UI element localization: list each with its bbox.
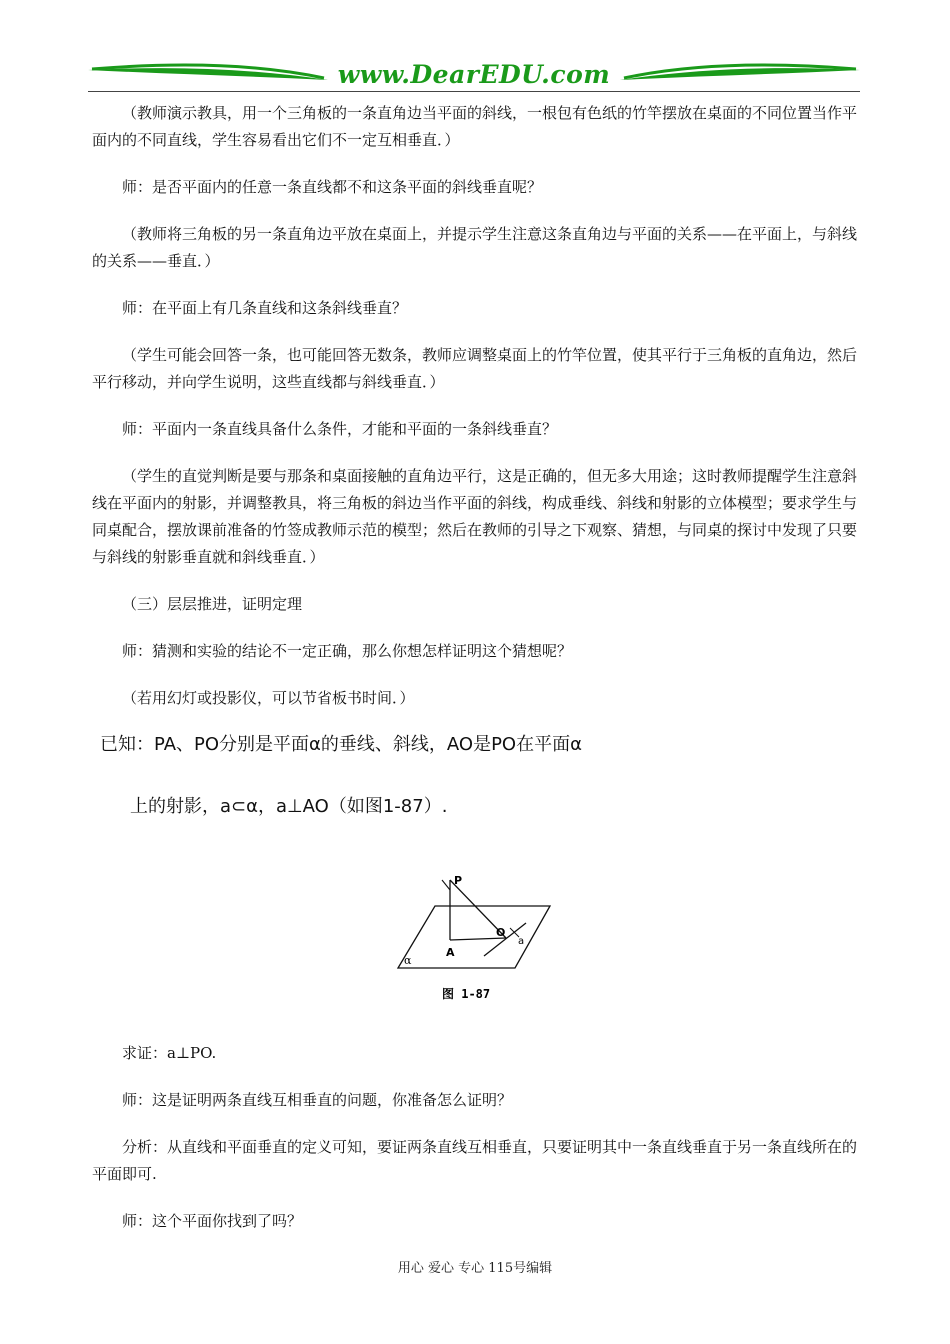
paragraph: （教师将三角板的另一条直角边平放在桌面上，并提示学生注意这条直角边与平面的关系——在平面上，与斜线的关系——垂直．）: [92, 225, 858, 270]
plane-perpendicular-diagram: [390, 868, 560, 1008]
paragraph: 师：平面内一条直线具备什么条件，才能和平面的一条斜线垂直？: [122, 420, 558, 438]
paragraph: （若用幻灯或投影仪，可以节省板书时间．）: [122, 689, 415, 707]
label-a-point: A: [446, 946, 455, 959]
given-statement-line1: 已知：PA、PO分别是平面α的垂线、斜线，AO是PO在平面α: [100, 734, 582, 755]
paragraph: 师：在平面上有几条直线和这条斜线垂直？: [122, 299, 408, 317]
paragraph: 师：猜测和实验的结论不一定正确，那么你想怎样证明这个猜想呢？: [122, 642, 573, 660]
document-body-continued: [92, 1040, 860, 1235]
paragraph: 师：这个平面你找到了吗？: [122, 1212, 303, 1230]
page-footer: 用心 爱心 专心 115号编辑: [397, 1261, 553, 1276]
label-a-line: a: [518, 936, 525, 947]
paragraph: 师：这是证明两条直线互相垂直的问题，你准备怎么证明？: [122, 1091, 513, 1109]
label-o: O: [496, 926, 506, 939]
figure-caption: 图 1-87: [442, 987, 491, 1001]
label-alpha: α: [404, 954, 412, 967]
header-divider: [88, 91, 860, 92]
geometry-figure: [390, 868, 560, 1008]
section-heading: （三）层层推进，证明定理: [122, 595, 303, 613]
given-statement-line2: 上的射影，a⊂α，a⊥AO（如图1-87）.: [130, 796, 448, 817]
paragraph: 分析：从直线和平面垂直的定义可知，要证两条直线互相垂直，只要证明其中一条直线垂直于另一条直线所在的平面即可.: [92, 1138, 858, 1183]
site-logo-text: www.DearEDU.com: [337, 60, 611, 89]
label-p: P: [454, 874, 463, 887]
document-body: [92, 100, 860, 822]
paragraph: （教师演示教具，用一个三角板的一条直角边当平面的斜线，一根包有色纸的竹竿摆放在桌面的不同位置当作平面内的不同直线，学生容易看出它们不一定互相垂直．）: [92, 104, 858, 149]
site-header-banner: [88, 58, 860, 94]
paragraph: 求证：a⊥PO.: [122, 1044, 217, 1062]
paragraph: （学生可能会回答一条，也可能回答无数条，教师应调整桌面上的竹竿位置，使其平行于三角板的直角边，然后平行移动，并向学生说明，这些直线都与斜线垂直．）: [92, 346, 858, 391]
paragraph: 师：是否平面内的任意一条直线都不和这条平面的斜线垂直呢？: [122, 178, 543, 196]
paragraph: （学生的直觉判断是要与那条和桌面接触的直角边平行，这是正确的，但无多大用途；这时教师提醒学生注意斜线在平面内的射影，并调整教具，将三角板的斜边当作平面的斜线，构成垂线、斜线和射影的立体模型；要求学生与同桌配合，摆放课前准备的竹签成教师示范的模型；然后在教师的引导之下观察、猜想，与同桌的探讨中发现了只要与斜线的射影垂直就和斜线垂直．）: [92, 467, 858, 566]
